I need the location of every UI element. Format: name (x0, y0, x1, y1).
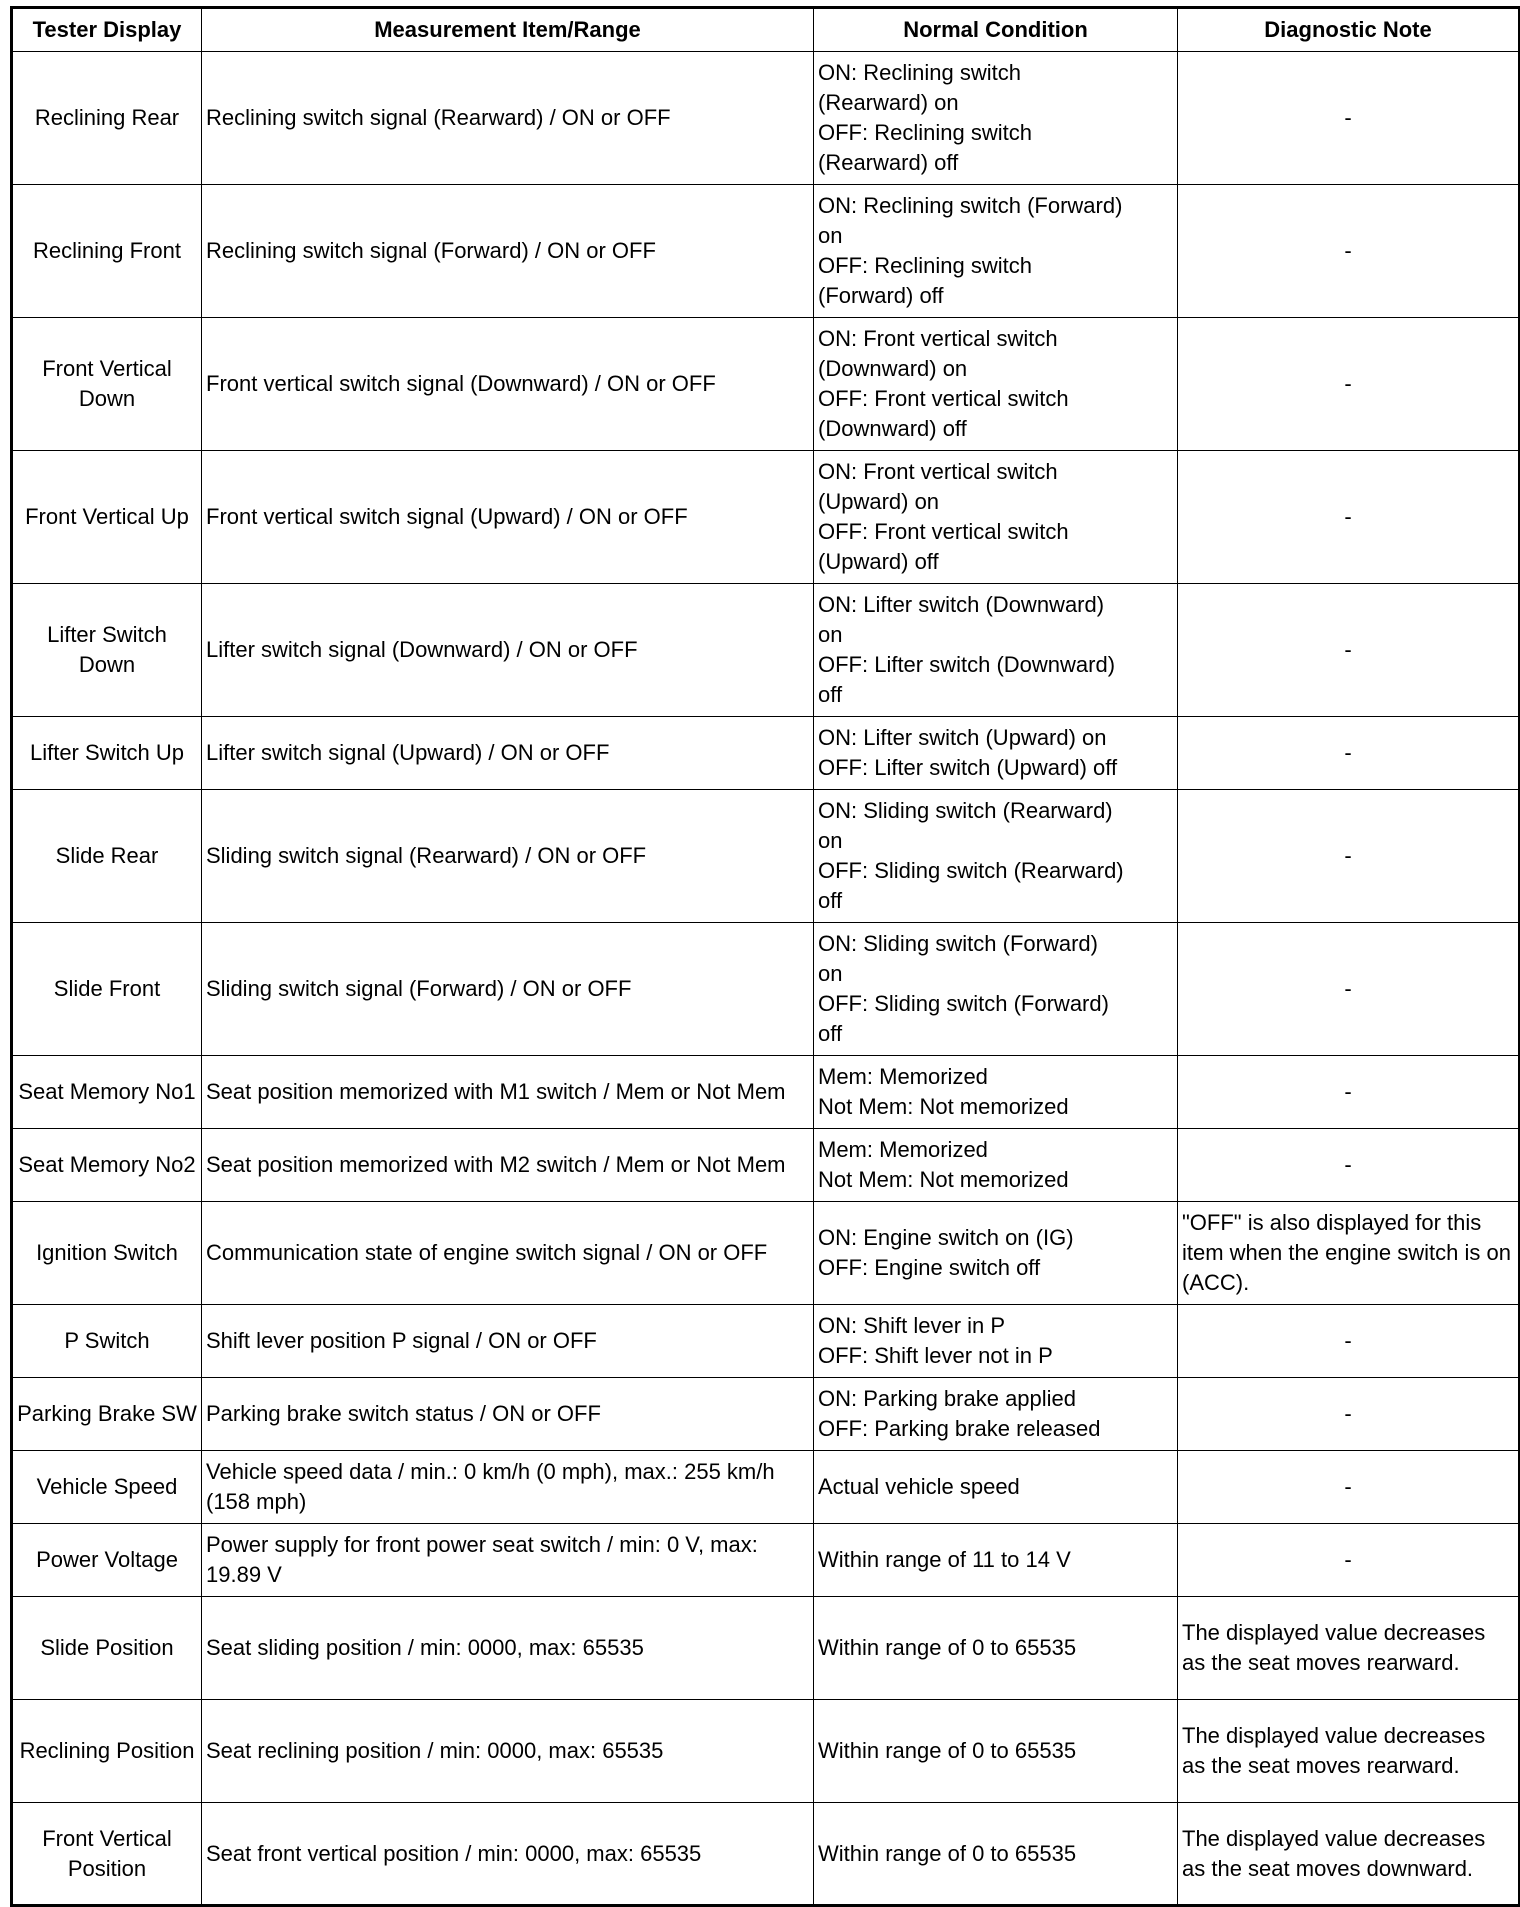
table-row (12, 790, 1520, 923)
tester-display-cell: Seat Memory No2 (12, 1129, 202, 1202)
normal-condition-line: (Upward) on (818, 489, 940, 514)
diagnostic-note-cell: - (1178, 451, 1520, 584)
diagnostic-note-cell: - (1178, 1451, 1520, 1524)
normal-condition-cell (814, 1129, 1178, 1202)
diagnostic-note-cell: The displayed value decreases as the seat moves rearward. (1178, 1597, 1520, 1700)
tester-display-cell: Slide Rear (12, 790, 202, 923)
normal-condition-cell (814, 1378, 1178, 1451)
normal-condition-cell (814, 1056, 1178, 1129)
normal-condition-line: on (818, 828, 843, 853)
measurement-item-cell: Seat position memorized with M1 switch / Mem or Not Mem (202, 1056, 814, 1129)
measurement-item-cell: Seat position memorized with M2 switch / Mem or Not Mem (202, 1129, 814, 1202)
normal-condition-cell (814, 584, 1178, 717)
table-row (12, 1305, 1520, 1378)
normal-condition-line: OFF: Parking brake released (818, 1416, 1101, 1441)
tester-display-cell: Seat Memory No1 (12, 1056, 202, 1129)
tester-display-cell: Power Voltage (12, 1524, 202, 1597)
tester-display-cell: Front Vertical Up (12, 451, 202, 584)
table-row (12, 1524, 1520, 1597)
normal-condition-line: OFF: Front vertical switch (818, 386, 1069, 411)
normal-condition-line: ON: Engine switch on (IG) (818, 1225, 1074, 1250)
normal-condition-cell (814, 717, 1178, 790)
table-row (12, 584, 1520, 717)
tester-display-cell: Lifter Switch Down (12, 584, 202, 717)
normal-condition-line: OFF: Lifter switch (Downward) (818, 652, 1116, 677)
diagnostic-note-cell: - (1178, 1056, 1520, 1129)
normal-condition-line: OFF: Reclining switch (818, 120, 1032, 145)
measurement-item-cell: Seat reclining position / min: 0000, max: 65535 (202, 1700, 814, 1803)
measurement-item-cell: Vehicle speed data / min.: 0 km/h (0 mph), max.: 255 km/h (158 mph) (202, 1451, 814, 1524)
tester-display-cell: Front Vertical Position (12, 1803, 202, 1906)
normal-condition-cell (814, 1524, 1178, 1597)
normal-condition-line: OFF: Sliding switch (Rearward) (818, 858, 1124, 883)
tester-display-cell: Parking Brake SW (12, 1378, 202, 1451)
normal-condition-line: off (818, 1021, 843, 1046)
normal-condition-line: OFF: Shift lever not in P (818, 1343, 1053, 1368)
measurement-item-cell: Sliding switch signal (Forward) / ON or OFF (202, 923, 814, 1056)
table-row (12, 451, 1520, 584)
normal-condition-line: ON: Front vertical switch (818, 326, 1058, 351)
diagnostic-note-cell: The displayed value decreases as the seat moves rearward. (1178, 1700, 1520, 1803)
normal-condition-line: Not Mem: Not memorized (818, 1167, 1069, 1192)
table-row (12, 717, 1520, 790)
diagnostic-note-cell: - (1178, 185, 1520, 318)
table-header-row (12, 8, 1520, 52)
normal-condition-line: ON: Lifter switch (Upward) on (818, 725, 1107, 750)
normal-condition-line: ON: Sliding switch (Rearward) (818, 798, 1113, 823)
normal-condition-cell (814, 1803, 1178, 1906)
diagnostic-note-cell: - (1178, 1305, 1520, 1378)
normal-condition-line: on (818, 223, 843, 248)
measurement-item-cell: Power supply for front power seat switch / min: 0 V, max: 19.89 V (202, 1524, 814, 1597)
normal-condition-line: (Rearward) off (818, 150, 959, 175)
normal-condition-line: Within range of 0 to 65535 (818, 1635, 1077, 1660)
normal-condition-line: OFF: Sliding switch (Forward) (818, 991, 1109, 1016)
table-row (12, 185, 1520, 318)
normal-condition-line: ON: Sliding switch (Forward) (818, 931, 1098, 956)
normal-condition-line: Not Mem: Not memorized (818, 1094, 1069, 1119)
tester-display-cell: Lifter Switch Up (12, 717, 202, 790)
normal-condition-line: OFF: Lifter switch (Upward) off (818, 755, 1118, 780)
normal-condition-cell (814, 52, 1178, 185)
normal-condition-line: Within range of 0 to 65535 (818, 1840, 1077, 1866)
normal-condition-cell (814, 790, 1178, 923)
tester-display-cell: Reclining Front (12, 185, 202, 318)
normal-condition-cell (814, 923, 1178, 1056)
normal-condition-line: OFF: Engine switch off (818, 1255, 1041, 1280)
tester-display-cell: Vehicle Speed (12, 1451, 202, 1524)
diagnostic-note-cell: - (1178, 1129, 1520, 1202)
diagnostic-note-cell: - (1178, 790, 1520, 923)
diagnostic-note-cell: - (1178, 923, 1520, 1056)
diagnostic-note-cell: - (1178, 584, 1520, 717)
normal-condition-line: (Rearward) on (818, 90, 959, 115)
measurement-item-cell: Reclining switch signal (Rearward) / ON or OFF (202, 52, 814, 185)
normal-condition-line: off (818, 682, 843, 707)
header-measurement-item: Measurement Item/Range (202, 8, 814, 52)
normal-condition-cell (814, 185, 1178, 318)
tester-display-cell: Front Vertical Down (12, 318, 202, 451)
normal-condition-cell (814, 1305, 1178, 1378)
header-normal-condition: Normal Condition (814, 8, 1178, 52)
measurement-item-cell: Sliding switch signal (Rearward) / ON or OFF (202, 790, 814, 923)
table-row (12, 1700, 1520, 1803)
normal-condition-cell (814, 451, 1178, 584)
normal-condition-line: ON: Front vertical switch (818, 459, 1058, 484)
tester-display-cell: Reclining Rear (12, 52, 202, 185)
normal-condition-cell (814, 1451, 1178, 1524)
table-body (12, 52, 1520, 1906)
diagnostic-note-cell: - (1178, 1378, 1520, 1451)
measurement-item-cell: Seat sliding position / min: 0000, max: 65535 (202, 1597, 814, 1700)
measurement-item-cell: Shift lever position P signal / ON or OFF (202, 1305, 814, 1378)
table-row (12, 318, 1520, 451)
measurement-item-cell: Communication state of engine switch signal / ON or OFF (202, 1202, 814, 1305)
measurement-item-cell: Front vertical switch signal (Upward) / ON or OFF (202, 451, 814, 584)
table-row (12, 923, 1520, 1056)
normal-condition-line: off (818, 888, 843, 913)
normal-condition-line: (Upward) off (818, 549, 939, 574)
normal-condition-line: ON: Lifter switch (Downward) (818, 592, 1105, 617)
normal-condition-cell (814, 318, 1178, 451)
normal-condition-cell (814, 1597, 1178, 1700)
normal-condition-line: OFF: Front vertical switch (818, 519, 1069, 544)
diagnostic-note-cell: - (1178, 318, 1520, 451)
normal-condition-line: OFF: Reclining switch (818, 253, 1032, 278)
table-row (12, 1597, 1520, 1700)
table-row (12, 1056, 1520, 1129)
diagnostic-note-cell: The displayed value decreases as the seat moves downward. (1178, 1803, 1520, 1906)
normal-condition-line: Mem: Memorized (818, 1064, 988, 1089)
table-row (12, 1129, 1520, 1202)
normal-condition-cell (814, 1700, 1178, 1803)
table-row (12, 52, 1520, 185)
measurement-item-cell: Parking brake switch status / ON or OFF (202, 1378, 814, 1451)
normal-condition-cell (814, 1202, 1178, 1305)
header-tester-display: Tester Display (12, 8, 202, 52)
tester-display-cell: Reclining Position (12, 1700, 202, 1803)
diagnostic-note-cell: - (1178, 1524, 1520, 1597)
table-row (12, 1803, 1520, 1906)
measurement-item-cell: Front vertical switch signal (Downward) / ON or OFF (202, 318, 814, 451)
normal-condition-line: Within range of 11 to 14 V (818, 1547, 1071, 1572)
normal-condition-line: ON: Parking brake applied (818, 1386, 1077, 1411)
measurement-item-cell: Lifter switch signal (Downward) / ON or OFF (202, 584, 814, 717)
tester-display-cell: P Switch (12, 1305, 202, 1378)
tester-display-cell: Ignition Switch (12, 1202, 202, 1305)
normal-condition-line: ON: Reclining switch (Forward) (818, 193, 1123, 218)
measurement-item-cell: Lifter switch signal (Upward) / ON or OFF (202, 717, 814, 790)
diagnostic-note-cell: "OFF" is also displayed for this item when the engine switch is on (ACC). (1178, 1202, 1520, 1305)
table-row (12, 1451, 1520, 1524)
table-row (12, 1378, 1520, 1451)
measurement-item-cell: Seat front vertical position / min: 0000, max: 65535 (202, 1803, 814, 1906)
table-row (12, 1202, 1520, 1305)
tester-display-cell: Slide Front (12, 923, 202, 1056)
normal-condition-line: ON: Reclining switch (818, 60, 1021, 85)
diagnostic-note-cell: - (1178, 52, 1520, 185)
normal-condition-line: (Downward) on (818, 356, 968, 381)
normal-condition-line: Within range of 0 to 65535 (818, 1738, 1077, 1763)
header-diagnostic-note: Diagnostic Note (1178, 8, 1520, 52)
normal-condition-line: on (818, 961, 843, 986)
diagnostic-note-cell: - (1178, 717, 1520, 790)
normal-condition-line: (Downward) off (818, 416, 967, 441)
data-list-table (10, 6, 1520, 1907)
normal-condition-line: Mem: Memorized (818, 1137, 988, 1162)
tester-display-cell: Slide Position (12, 1597, 202, 1700)
measurement-item-cell: Reclining switch signal (Forward) / ON or OFF (202, 185, 814, 318)
normal-condition-line: on (818, 622, 843, 647)
normal-condition-line: Actual vehicle speed (818, 1474, 1020, 1499)
normal-condition-line: ON: Shift lever in P (818, 1313, 1006, 1338)
normal-condition-line: (Forward) off (818, 283, 944, 308)
